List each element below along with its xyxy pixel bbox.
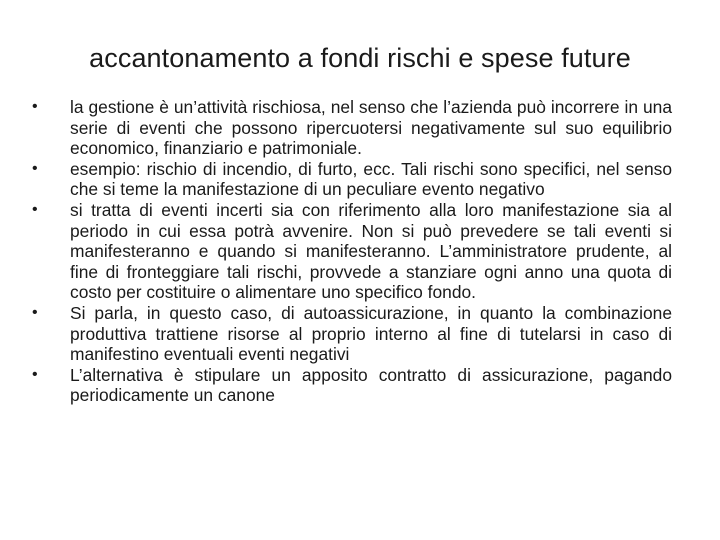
bullet-icon: •	[32, 303, 38, 321]
bullet-icon: •	[32, 200, 38, 218]
slide-title: accantonamento a fondi rischi e spese future	[89, 43, 631, 73]
bullet-text: esempio: rischio di incendio, di furto, ecc. Tali rischi sono specifici, nel senso che si teme la manifestazione di un peculiare evento negativo	[70, 158, 672, 200]
bullet-item	[32, 365, 672, 406]
bullet-icon: •	[32, 365, 38, 383]
bullet-item	[32, 159, 672, 200]
bullet-list	[32, 97, 672, 406]
bullet-text: Si parla, in questo caso, di autoassicurazione, in quanto la combinazione produttiva trattiene risorse al proprio interno al fine di tutelarsi in caso di manifestino eventuali eventi negativi	[70, 302, 672, 365]
bullet-text: L’alternativa è stipulare un apposito contratto di assicurazione, pagando periodicamente un canone	[70, 364, 672, 406]
bullet-icon: •	[32, 159, 38, 177]
bullet-item	[32, 97, 672, 159]
bullet-icon: •	[32, 98, 38, 115]
bullet-item	[32, 303, 672, 365]
bullet-item	[32, 200, 672, 303]
bullet-text: si tratta di eventi incerti sia con riferimento alla loro manifestazione sia al periodo in cui essa potrà avvenire. Non si può prevedere se tali eventi si manifesteranno e quando si manifesteranno. L’amministratore prudente, al fine di fronteggiare tali rischi, provvede a stanziare ogni anno una quota di costo per costituire o alimentare uno specifico fondo.	[70, 199, 672, 303]
bullet-text: la gestione è un’attività rischiosa, nel senso che l’azienda può incorrere in una serie di eventi che possono ripercuotersi negativamente sul suo equilibrio economico, finanziario e patrimoniale.	[70, 97, 672, 159]
